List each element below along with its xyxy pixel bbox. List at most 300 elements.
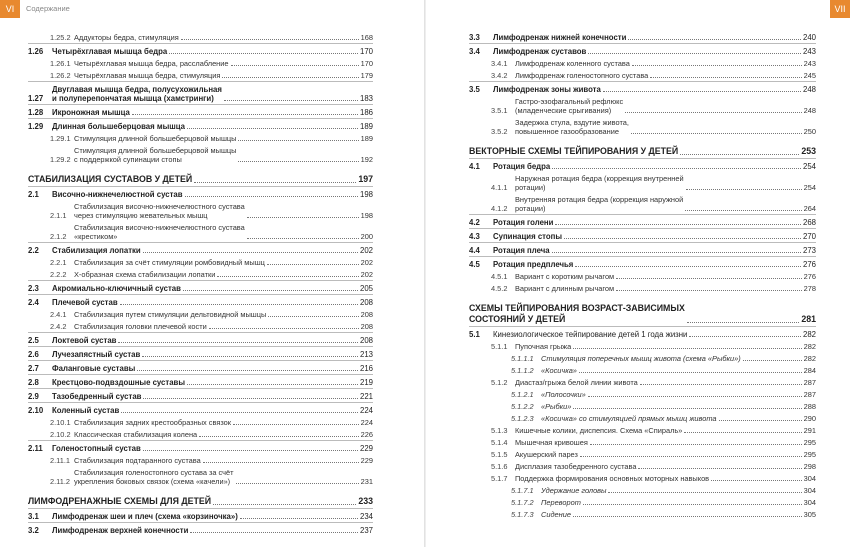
dot-leader [689, 336, 801, 337]
dot-leader [552, 252, 801, 253]
toc-entry-page: 205 [359, 284, 373, 293]
dot-leader [121, 412, 358, 413]
toc-entry-title: Гастро-эзофагальный рефлюкс (младенческие срыгивания) [515, 97, 624, 115]
dot-leader [203, 462, 359, 463]
toc-divider [469, 214, 816, 215]
toc-entry[interactable] [28, 392, 373, 401]
toc-entry[interactable] [28, 350, 373, 359]
dot-leader [143, 252, 358, 253]
toc-divider [28, 104, 373, 105]
toc-entry-number: 5.1.4 [491, 438, 508, 447]
toc-entry-number: 1.26 [28, 47, 44, 56]
toc-entry-number: 5.1.7.1 [511, 486, 534, 495]
toc-list [28, 30, 373, 535]
dot-leader [194, 182, 356, 183]
toc-entry-page: 282 [803, 354, 816, 363]
toc-entry[interactable] [469, 510, 816, 519]
toc-entry[interactable] [28, 71, 373, 80]
toc-entry[interactable] [28, 174, 373, 185]
dot-leader [240, 518, 358, 519]
toc-entry[interactable] [28, 190, 373, 199]
toc-entry-title: Коленный сустав [52, 406, 120, 415]
toc-entry-title: Удержание головы [541, 486, 607, 495]
toc-entry[interactable] [28, 444, 373, 453]
toc-entry-title: Поддержка формирования основных моторных навыков [515, 474, 710, 483]
toc-divider [469, 242, 816, 243]
toc-entry-page: 281 [801, 314, 816, 324]
dot-leader [685, 210, 801, 211]
dot-leader [169, 53, 358, 54]
toc-entry-number: 2.3 [28, 284, 39, 293]
toc-entry[interactable] [28, 526, 373, 535]
dot-leader [616, 278, 802, 279]
toc-entry-title: Локтевой сустав [52, 336, 117, 345]
toc-entry-page: 221 [359, 392, 373, 401]
toc-entry[interactable] [469, 260, 816, 269]
toc-entry-title: Ротация бедра [493, 162, 551, 171]
toc-entry-page: 273 [802, 246, 816, 255]
toc-entry[interactable] [28, 364, 373, 373]
toc-entry-title: Лимфодренаж голеностопного сустава [515, 71, 649, 80]
toc-divider [469, 256, 816, 257]
toc-entry-page: 295 [803, 438, 816, 447]
toc-divider [469, 158, 816, 159]
toc-entry[interactable] [469, 162, 816, 171]
dot-leader [719, 420, 802, 421]
dot-leader [603, 91, 801, 92]
toc-entry[interactable] [469, 426, 816, 435]
toc-divider [28, 118, 373, 119]
toc-entry-title: Акушерский парез [515, 450, 578, 459]
toc-entry-title: Четырёхглавая мышца бедра, стимуляция [74, 71, 221, 80]
dot-leader [187, 384, 358, 385]
toc-entry-page: 287 [803, 390, 816, 399]
toc-entry-number: 4.5 [469, 260, 480, 269]
toc-entry[interactable] [469, 330, 816, 339]
toc-entry[interactable] [28, 47, 373, 56]
dot-leader [120, 304, 358, 305]
toc-entry-number: 5.1.3 [491, 426, 508, 435]
toc-divider [28, 186, 373, 187]
dot-leader [132, 114, 358, 115]
dot-leader [185, 196, 358, 197]
toc-entry-title: Голеностопный сустав [52, 444, 141, 453]
dot-leader [183, 290, 358, 291]
toc-entry-page: 200 [360, 232, 373, 241]
dot-leader [233, 424, 359, 425]
toc-entry[interactable] [28, 512, 373, 521]
toc-entry-title: Классическая стабилизация колена [74, 430, 198, 439]
toc-entry-title: Стабилизация подтаранного сустава [74, 456, 201, 465]
toc-entry[interactable] [28, 108, 373, 117]
toc-entry-page: 202 [359, 246, 373, 255]
toc-entry-page: 231 [360, 477, 373, 486]
toc-entry[interactable] [469, 414, 816, 423]
toc-entry[interactable] [28, 468, 373, 486]
toc-entry-page: 216 [359, 364, 373, 373]
toc-entry[interactable] [469, 218, 816, 227]
dot-leader [217, 276, 358, 277]
toc-entry-number: 2.1 [28, 190, 39, 199]
toc-entry-number: 3.4.1 [491, 59, 508, 68]
toc-divider [28, 402, 373, 403]
toc-entry-title: Кишечные колики, диспепсия. Схема «Спираль» [515, 426, 683, 435]
toc-entry-page: 192 [360, 155, 373, 164]
toc-entry-page: 219 [359, 378, 373, 387]
dot-leader [267, 264, 359, 265]
dot-leader [743, 360, 802, 361]
dot-leader [555, 224, 801, 225]
toc-entry-page: 198 [359, 190, 373, 199]
toc-entry-page: 248 [803, 106, 816, 115]
toc-entry-number: 1.26.1 [50, 59, 71, 68]
dot-leader [638, 468, 801, 469]
toc-entry-number: 5.1.2.3 [511, 414, 534, 423]
toc-entry-title: Лимфодренаж суставов [493, 47, 587, 56]
toc-entry[interactable] [469, 438, 816, 447]
toc-entry[interactable] [469, 118, 816, 136]
toc-entry[interactable] [469, 498, 816, 507]
toc-entry-number: 3.4 [469, 47, 480, 56]
toc-entry-title: Стабилизация головки плечевой кости [74, 322, 207, 331]
toc-entry-page: 304 [803, 474, 816, 483]
toc-entry-title: Лимфодренаж шеи и плеч (схема «корзиночка») [52, 512, 238, 521]
toc-entry-page: 198 [360, 211, 373, 220]
toc-entry-number: 2.9 [28, 392, 39, 401]
toc-entry[interactable] [28, 310, 373, 319]
right-page [425, 0, 850, 547]
toc-entry[interactable] [28, 430, 373, 439]
toc-entry-number: 3.5.1 [491, 106, 508, 115]
toc-entry-page: 234 [359, 512, 373, 521]
dot-leader [190, 532, 358, 533]
toc-entry-page: 170 [360, 59, 373, 68]
toc-entry-title: Плечевой сустав [52, 298, 118, 307]
toc-entry-page: 213 [359, 350, 373, 359]
toc-entry-page: 189 [360, 134, 373, 143]
toc-entry-number: 3.4.2 [491, 71, 508, 80]
toc-entry[interactable] [469, 303, 816, 325]
toc-entry-page: 168 [360, 33, 373, 42]
toc-entry-title: Икроножная мышца [52, 108, 130, 117]
toc-entry-number: 4.5.1 [491, 272, 508, 281]
toc-entry-page: 186 [359, 108, 373, 117]
toc-entry[interactable] [469, 246, 816, 255]
toc-entry[interactable] [469, 47, 816, 56]
toc-entry-number: 5.1.1.1 [511, 354, 534, 363]
toc-entry[interactable] [28, 284, 373, 293]
toc-entry-number: 2.1.2 [50, 232, 67, 241]
toc-entry[interactable] [28, 456, 373, 465]
dot-leader [564, 238, 801, 239]
toc-entry[interactable] [28, 146, 373, 164]
toc-entry-title: Задержка стула, вздутие живота, повышенное газообразование [515, 118, 629, 136]
toc-entry[interactable] [28, 223, 373, 241]
toc-entry-title: ВЕКТОРНЫЕ СХЕМЫ ТЕЙПИРОВАНИЯ У ДЕТЕЙ [469, 146, 679, 156]
toc-entry[interactable] [28, 336, 373, 345]
toc-divider [28, 360, 373, 361]
toc-entry-title: Аддукторы бедра, стимуляция [74, 33, 179, 42]
toc-entry-number: 4.2 [469, 218, 480, 227]
toc-entry[interactable] [469, 195, 816, 213]
dot-leader [640, 384, 802, 385]
toc-entry-title: Акромиально-ключичный сустав [52, 284, 181, 293]
dot-leader [224, 100, 358, 101]
dot-leader [583, 504, 802, 505]
toc-entry-number: 3.5.2 [491, 127, 508, 136]
toc-entry-number: 2.2.2 [50, 270, 67, 279]
toc-entry-title: Дисплазия тазобедренного сустава [515, 462, 637, 471]
toc-entry[interactable] [469, 474, 816, 483]
toc-entry[interactable] [469, 366, 816, 375]
toc-entry[interactable] [28, 496, 373, 507]
toc-list [469, 30, 816, 519]
toc-entry-number: 5.1.7.3 [511, 510, 534, 519]
toc-entry-page: 248 [802, 85, 816, 94]
toc-entry-title: Кинезиологическое тейпирование детей 1 года жизни [493, 330, 688, 339]
toc-entry-title: Фаланговые суставы [52, 364, 136, 373]
dot-leader [231, 65, 359, 66]
toc-entry-number: 2.5 [28, 336, 39, 345]
dot-leader [142, 356, 358, 357]
dot-leader [552, 168, 801, 169]
toc-entry[interactable] [469, 354, 816, 363]
toc-entry-title: Сидение [541, 510, 571, 519]
toc-entry[interactable] [469, 450, 816, 459]
toc-entry-title: Внутренняя ротация бедра (коррекция наружной ротации) [515, 195, 684, 213]
toc-entry-title: СТАБИЛИЗАЦИЯ СУСТАВОВ У ДЕТЕЙ [28, 174, 193, 184]
toc-entry-page: 243 [803, 59, 816, 68]
toc-entry[interactable] [28, 202, 373, 220]
toc-entry-page: 304 [803, 498, 816, 507]
toc-entry-title: Стабилизация лопатки [52, 246, 141, 255]
dot-leader [143, 398, 358, 399]
dot-leader [137, 370, 358, 371]
toc-entry-number: 2.4.2 [50, 322, 67, 331]
toc-entry-title: Наружная ротация бедра (коррекция внутренней ротации) [515, 174, 684, 192]
toc-entry-page: 202 [360, 258, 373, 267]
toc-entry-number: 2.10.2 [50, 430, 71, 439]
toc-entry-title: Ротация голени [493, 218, 554, 227]
dot-leader [580, 456, 802, 457]
toc-entry-page: 304 [803, 486, 816, 495]
toc-entry[interactable] [469, 59, 816, 68]
toc-entry-page: 170 [359, 47, 373, 56]
toc-entry[interactable] [469, 486, 816, 495]
toc-entry[interactable] [28, 378, 373, 387]
toc-divider [28, 346, 373, 347]
toc-entry-title: Тазобедренный сустав [52, 392, 142, 401]
dot-leader [238, 161, 358, 162]
toc-entry[interactable] [469, 402, 816, 411]
toc-entry-title: Крестцово-подвздошные суставы [52, 378, 186, 387]
toc-entry-page: 197 [358, 174, 373, 184]
toc-divider [28, 280, 373, 281]
dot-leader [616, 290, 802, 291]
toc-entry-title: Стимуляция длинной большеберцовой мышцы с поддержкой супинации стопы [74, 146, 237, 164]
toc-divider [469, 326, 816, 327]
dot-leader [588, 396, 802, 397]
toc-entry-title: Стабилизация задних крестообразных связок [74, 418, 231, 427]
toc-entry-page: 208 [359, 298, 373, 307]
toc-entry[interactable] [469, 71, 816, 80]
toc-entry-title: Вариант с длинным рычагом [515, 284, 615, 293]
toc-entry-number: 5.1.1 [491, 342, 508, 351]
dot-leader [143, 450, 358, 451]
toc-entry-number: 5.1.2.2 [511, 402, 534, 411]
dot-leader [236, 483, 359, 484]
toc-entry[interactable] [28, 298, 373, 307]
toc-entry[interactable] [28, 33, 373, 42]
toc-divider [28, 440, 373, 441]
dot-leader [625, 112, 802, 113]
toc-entry-title: Стимуляция длинной большеберцовой мышцы [74, 134, 237, 143]
toc-entry[interactable] [469, 97, 816, 115]
toc-divider [28, 294, 373, 295]
toc-entry-page: 290 [803, 414, 816, 423]
toc-entry-title: Переворот [541, 498, 581, 507]
toc-entry-page: 254 [802, 162, 816, 171]
toc-entry-number: 2.2 [28, 246, 39, 255]
toc-entry-title: Двуглавая мышца бедра, полусухожильная и полуперепончатая мышца (хамстринги) [52, 85, 222, 103]
toc-entry-page: 254 [803, 183, 816, 192]
toc-entry-title: Височно-нижнечелюстной сустав [52, 190, 183, 199]
dot-leader [590, 444, 802, 445]
toc-entry[interactable] [469, 146, 816, 157]
toc-entry[interactable] [28, 418, 373, 427]
toc-entry-title: «Рыбки» [541, 402, 572, 411]
toc-entry-title: «Косичка» со стимуляцией прямых мышц живота [541, 414, 717, 423]
toc-entry[interactable] [28, 406, 373, 415]
toc-entry-number: 5.1.6 [491, 462, 508, 471]
toc-entry-number: 2.4 [28, 298, 39, 307]
dot-leader [238, 140, 358, 141]
toc-divider [28, 81, 373, 82]
toc-entry-page: 245 [803, 71, 816, 80]
toc-entry-number: 5.1 [469, 330, 480, 339]
toc-entry-title: Лимфодренаж нижней конечности [493, 33, 627, 42]
toc-entry-page: 291 [803, 426, 816, 435]
toc-entry[interactable] [28, 134, 373, 143]
toc-entry-page: 298 [803, 462, 816, 471]
dot-leader [628, 39, 801, 40]
toc-entry-page: 237 [359, 526, 373, 535]
dot-leader [573, 408, 801, 409]
toc-entry[interactable] [28, 258, 373, 267]
toc-entry-number: 5.1.2 [491, 378, 508, 387]
dot-leader [213, 504, 356, 505]
toc-entry-title: Стимуляция поперечных мышц живота (схема «Рыбки») [541, 354, 741, 363]
dot-leader [650, 77, 801, 78]
dot-leader [199, 436, 358, 437]
toc-entry[interactable] [469, 378, 816, 387]
toc-entry[interactable] [469, 390, 816, 399]
toc-entry-title: Пупочная грыжа [515, 342, 572, 351]
toc-entry-page: 305 [803, 510, 816, 519]
toc-entry[interactable] [28, 122, 373, 131]
toc-divider [28, 374, 373, 375]
toc-entry-number: 4.4 [469, 246, 480, 255]
toc-entry-page: 276 [803, 272, 816, 281]
toc-divider [469, 81, 816, 82]
page-number: VII [830, 0, 850, 18]
toc-entry-number: 1.29 [28, 122, 44, 131]
toc-entry-page: 284 [803, 366, 816, 375]
toc-entry-title: СХЕМЫ ТЕЙПИРОВАНИЯ ВОЗРАСТ-ЗАВИСИМЫХ СОСТОЯНИЙ У ДЕТЕЙ [469, 303, 685, 324]
dot-leader [684, 432, 801, 433]
toc-entry-number: 5.1.7.2 [511, 498, 534, 507]
page-number: VI [0, 0, 20, 18]
toc-entry-page: 270 [802, 232, 816, 241]
toc-entry-page: 224 [360, 418, 373, 427]
toc-divider [28, 242, 373, 243]
toc-entry[interactable] [469, 462, 816, 471]
dot-leader [579, 372, 802, 373]
toc-entry-number: 4.1 [469, 162, 480, 171]
toc-entry[interactable] [28, 246, 373, 255]
toc-divider [28, 522, 373, 523]
toc-entry[interactable] [469, 342, 816, 351]
toc-entry-number: 2.11.2 [50, 477, 70, 486]
toc-entry-number: 2.2.1 [50, 258, 67, 267]
toc-entry-page: 229 [360, 456, 373, 465]
toc-entry-page: 243 [802, 47, 816, 56]
dot-leader [575, 266, 801, 267]
toc-entry[interactable] [469, 232, 816, 241]
dot-leader [187, 128, 358, 129]
toc-entry[interactable] [28, 270, 373, 279]
toc-entry[interactable] [469, 284, 816, 293]
toc-entry-number: 2.11 [28, 444, 43, 453]
toc-entry-number: 2.7 [28, 364, 39, 373]
toc-entry-page: 253 [801, 146, 816, 156]
toc-entry-page: 208 [360, 322, 373, 331]
toc-entry-page: 226 [360, 430, 373, 439]
toc-entry-title: Лучезапястный сустав [52, 350, 141, 359]
toc-entry-number: 3.1 [28, 512, 39, 521]
toc-entry-title: Стабилизация височно-нижнечелюстного сустава «крестиком» [74, 223, 245, 241]
toc-entry[interactable] [28, 59, 373, 68]
toc-entry[interactable] [28, 85, 373, 103]
toc-entry-number: 1.27 [28, 94, 44, 103]
toc-entry[interactable] [469, 272, 816, 281]
toc-entry[interactable] [28, 322, 373, 331]
toc-entry[interactable] [469, 174, 816, 192]
toc-entry-page: 229 [359, 444, 373, 453]
toc-entry-page: 278 [803, 284, 816, 293]
dot-leader [608, 492, 801, 493]
toc-entry-title: Х-образная схема стабилизации лопатки [74, 270, 216, 279]
toc-entry-number: 1.28 [28, 108, 44, 117]
toc-entry-number: 1.29.1 [50, 134, 71, 143]
toc-entry-number: 3.2 [28, 526, 39, 535]
dot-leader [209, 328, 359, 329]
dot-leader [222, 77, 358, 78]
toc-entry-number: 4.5.2 [491, 284, 508, 293]
toc-entry-title: Мышечная кривошея [515, 438, 588, 447]
dot-leader [573, 348, 801, 349]
toc-entry-page: 268 [802, 218, 816, 227]
toc-entry[interactable] [469, 85, 816, 94]
toc-entry[interactable] [469, 33, 816, 42]
toc-entry-number: 1.29.2 [50, 155, 71, 164]
toc-entry-title: Стабилизация височно-нижнечелюстного сустава через стимуляцию жевательных мышц [74, 202, 245, 220]
toc-entry-title: Стабилизация путем стимуляции дельтовидной мышцы [74, 310, 267, 319]
toc-entry-page: 250 [803, 127, 816, 136]
toc-entry-title: Длинная большеберцовая мышца [52, 122, 185, 131]
toc-entry-number: 5.1.2.1 [511, 390, 534, 399]
toc-entry-title: Лимфодренаж коленного сустава [515, 59, 630, 68]
